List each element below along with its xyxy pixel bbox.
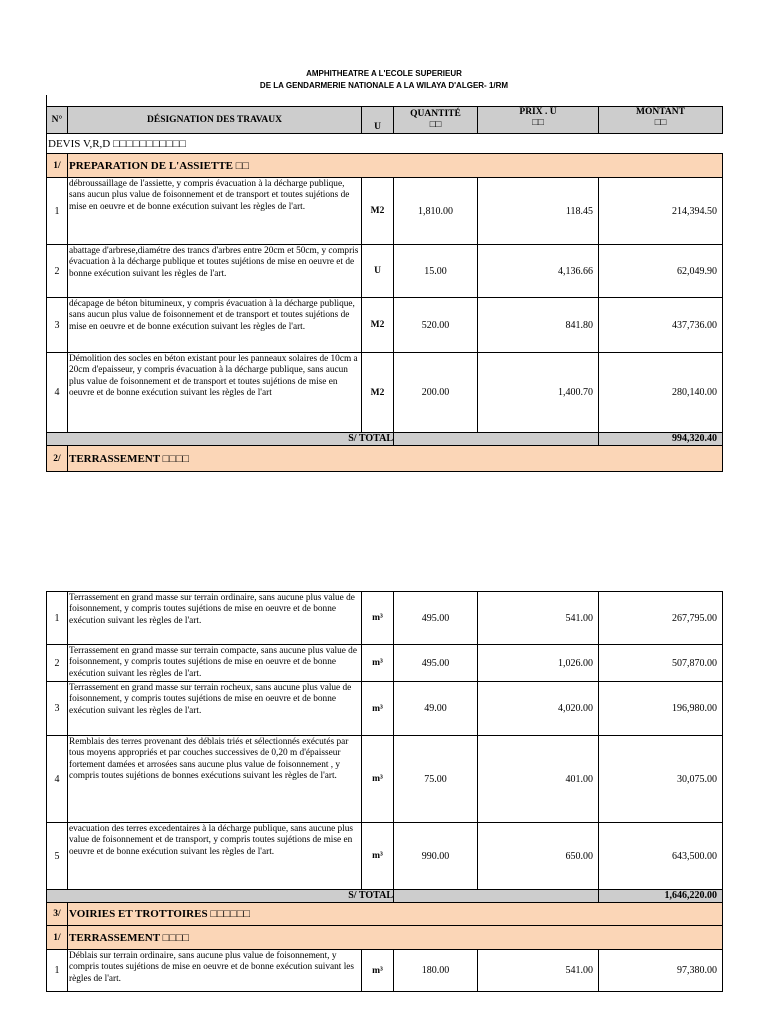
row-unit-price: 401.00: [478, 736, 599, 823]
row-unit-price: 1,026.00: [478, 645, 599, 682]
section-row: [47, 903, 723, 926]
subtotal-spacer: [394, 890, 599, 903]
row-unit: m³: [362, 950, 394, 992]
section-number: 3/: [47, 903, 68, 926]
table-row: [47, 682, 723, 736]
subtotal-row: [47, 433, 723, 446]
row-unit: m³: [362, 682, 394, 736]
row-description: Démolition des socles en béton existant pour les panneaux solaires de 10cm a 20cm d'epaisseur, y compris évacuation à la décharge publique, sans aucun plus value de foisonnement et de transport et toutes sujétions de mise en oeuvre et de bonne exécution suivant les règles de l'art: [68, 353, 362, 433]
row-number: 2: [47, 645, 68, 682]
quote-table-part1: [46, 106, 723, 472]
row-description: débroussaillage de l'assiette, y compris évacuation à la décharge publique, sans aucun plus value de foisonnement et de transport et toutes sujétions de mise en oeuvre et de bonne exécution suivant les règles de l'art.: [68, 178, 362, 245]
col-header-amount: MONTANT □□: [599, 107, 723, 134]
row-unit: m³: [362, 823, 394, 890]
row-unit: M2: [362, 298, 394, 353]
row-unit: m³: [362, 592, 394, 645]
row-description: evacuation des terres excedentaires à la décharge publique, sans aucune plus value de foisonnement et de transport, y compris toutes sujétions de mise en oeuvre et de bonne exécution suivant les règles de l'art.: [68, 823, 362, 890]
row-quantity: 495.00: [394, 645, 478, 682]
devis-row: [47, 134, 723, 154]
row-number: 1: [47, 592, 68, 645]
row-amount: 196,980.00: [599, 682, 723, 736]
subtotal-spacer: [394, 433, 599, 446]
row-number: 3: [47, 298, 68, 353]
col-header-quantity: QUANTITÉ □□: [394, 107, 478, 134]
row-amount: 507,870.00: [599, 645, 723, 682]
row-quantity: 520.00: [394, 298, 478, 353]
document-title-line2: DE LA GENDARMERIE NATIONALE A LA WILAYA D'ALGER- 1/RM: [259, 81, 509, 90]
row-unit: M2: [362, 353, 394, 433]
row-unit-price: 650.00: [478, 823, 599, 890]
devis-label: DEVIS V,R,D □□□□□□□□□□□: [47, 134, 723, 154]
row-description: Terrassement en grand masse sur terrain rocheux, sans aucune plus value de foisonnement, y compris toutes sujétions de mise en oeuvre et de bonne exécution suivant les règles de l'art.: [68, 682, 362, 736]
quote-table-part2: [46, 591, 723, 992]
row-unit: m³: [362, 736, 394, 823]
document-title-line1: AMPHITHEATRE A L'ECOLE SUPERIEUR: [306, 69, 462, 78]
row-amount: 30,075.00: [599, 736, 723, 823]
row-quantity: 495.00: [394, 592, 478, 645]
row-amount: 280,140.00: [599, 353, 723, 433]
row-amount: 97,380.00: [599, 950, 723, 992]
row-description: Terrassement en grand masse sur terrain compacte, sans aucune plus value de foisonnement, y compris toutes sujétions de mise en oeuvre et de bonne exécution suivant les règles de l'art.: [68, 645, 362, 682]
section-label: VOIRIES ET TROTTOIRES □□□□□□: [68, 903, 723, 926]
section-row: [47, 154, 723, 178]
row-number: 1: [47, 178, 68, 245]
row-number: 4: [47, 353, 68, 433]
table-row: [47, 245, 723, 298]
col-header-unit: U: [362, 107, 394, 134]
table-row: [47, 823, 723, 890]
subtotal-label: S/ TOTAL: [47, 890, 394, 903]
section-row: [47, 446, 723, 472]
row-quantity: 200.00: [394, 353, 478, 433]
row-amount: 214,394.50: [599, 178, 723, 245]
row-number: 4: [47, 736, 68, 823]
divider: [46, 95, 47, 106]
row-unit-price: 1,400.70: [478, 353, 599, 433]
row-amount: 643,500.00: [599, 823, 723, 890]
subtotal-label: S/ TOTAL: [47, 433, 394, 446]
row-unit: m³: [362, 645, 394, 682]
row-quantity: 1,810.00: [394, 178, 478, 245]
row-number: 5: [47, 823, 68, 890]
row-number: 1: [47, 950, 68, 992]
row-unit-price: 541.00: [478, 592, 599, 645]
row-unit-price: 118.45: [478, 178, 599, 245]
subsection-number: 1/: [47, 926, 68, 950]
row-unit-price: 541.00: [478, 950, 599, 992]
table-row: [47, 950, 723, 992]
row-quantity: 75.00: [394, 736, 478, 823]
row-unit: U: [362, 245, 394, 298]
row-quantity: 990.00: [394, 823, 478, 890]
row-amount: 267,795.00: [599, 592, 723, 645]
section-label: TERRASSEMENT □□□□: [68, 446, 723, 472]
col-header-no: N°: [47, 107, 68, 134]
row-unit-price: 4,136.66: [478, 245, 599, 298]
col-header-price: PRIX . U □□: [478, 107, 599, 134]
table-row: [47, 178, 723, 245]
row-number: 3: [47, 682, 68, 736]
section-label: PREPARATION DE L'ASSIETTE □□: [68, 154, 723, 178]
row-amount: 62,049.90: [599, 245, 723, 298]
col-header-designation: DÉSIGNATION DES TRAVAUX: [68, 107, 362, 134]
table-row: [47, 353, 723, 433]
row-quantity: 15.00: [394, 245, 478, 298]
subsection-label: TERRASSEMENT □□□□: [68, 926, 723, 950]
row-quantity: 49.00: [394, 682, 478, 736]
row-description: Déblais sur terrain ordinaire, sans aucune plus value de foisonnement, y compris toutes sujétions de mise en oeuvre et de bonne exécution suivant les règles de l'art.: [68, 950, 362, 992]
table-header-row: [47, 107, 723, 134]
row-description: Terrassement en grand masse sur terrain ordinaire, sans aucune plus value de foisonnement, y compris toutes sujétions de mise en oeuvre et de bonne exécution suivant les règles de l'art.: [68, 592, 362, 645]
section-number: 2/: [47, 446, 68, 472]
subtotal-row: [47, 890, 723, 903]
row-unit-price: 4,020.00: [478, 682, 599, 736]
section-number: 1/: [47, 154, 68, 178]
subtotal-amount: 994,320.40: [599, 433, 723, 446]
table-row: [47, 736, 723, 823]
row-description: décapage de béton bitumineux, y compris évacuation à la décharge publique, sans aucun plus value de foisonnement et de transport et toutes sujétions de mise en oeuvre et de bonne exécution suivant les règles de l'art.: [68, 298, 362, 353]
table-row: [47, 592, 723, 645]
subtotal-amount: 1,646,220.00: [599, 890, 723, 903]
row-description: Remblais des terres provenant des déblais triés et sélectionnés exécutés par tous moyens appropriés et par couches successives de 0,20 m d'épaisseur fortement damées et arrosées sans aucune plus value de foisonnement , y compris toutes sujétions de bonnes exécutions suivant les règles de l'art.: [68, 736, 362, 823]
row-number: 2: [47, 245, 68, 298]
row-unit: M2: [362, 178, 394, 245]
table-row: [47, 645, 723, 682]
row-quantity: 180.00: [394, 950, 478, 992]
subsection-row: [47, 926, 723, 950]
row-unit-price: 841.80: [478, 298, 599, 353]
table-row: [47, 298, 723, 353]
row-description: abattage d'arbrese,diamétre des trancs d'arbres entre 20cm et 50cm, y compris évacuation à la décharge publique et toutes sujétions de mise en oeuvre et de bonne exécution suivant les règles de l'art.: [68, 245, 362, 298]
row-amount: 437,736.00: [599, 298, 723, 353]
